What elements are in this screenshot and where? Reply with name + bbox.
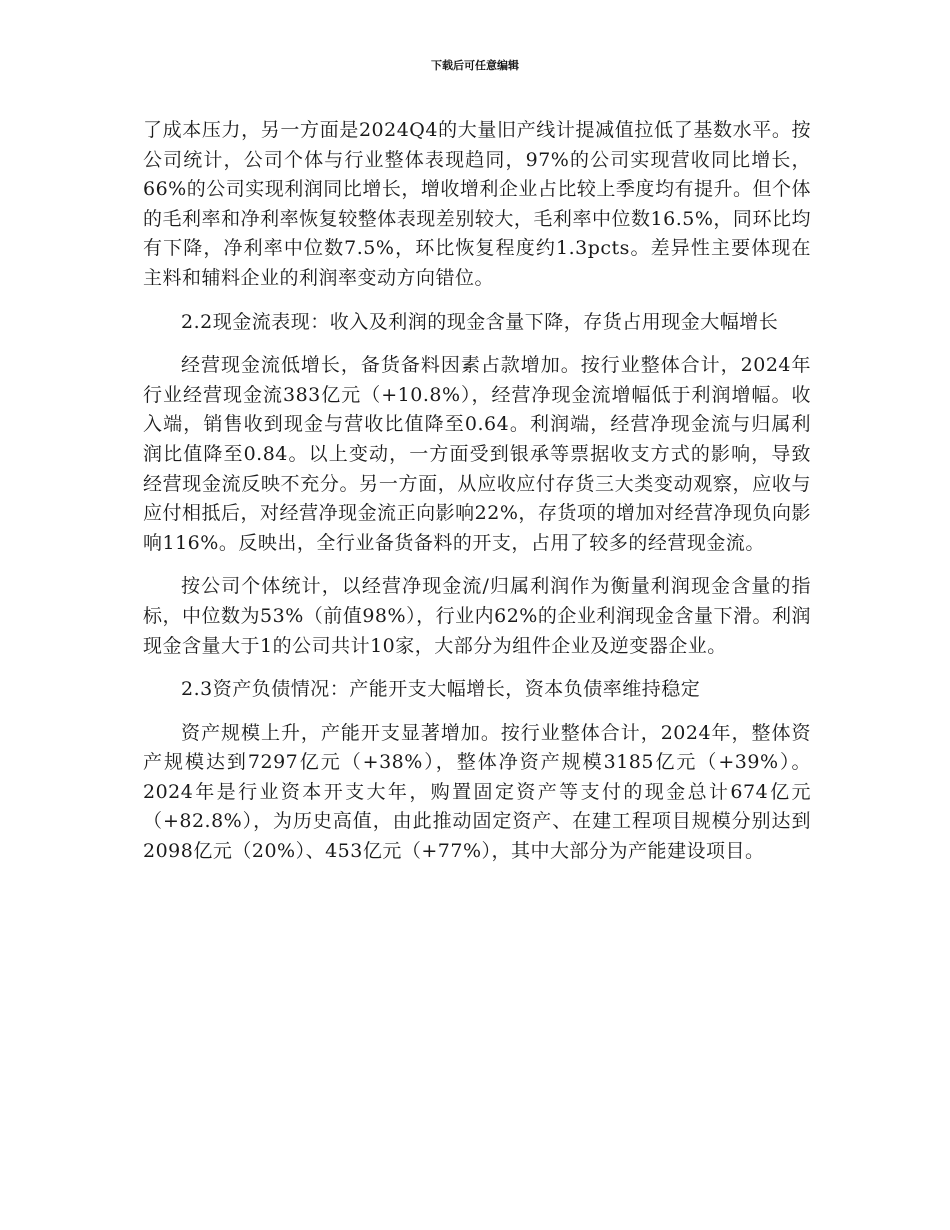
paragraph-profit-cash-content: 按公司个体统计，以经营净现金流/归属利润作为衡量利润现金含量的指标，中位数为53%（前值98%），行业内62%的企业利润现金含量下滑。利润现金含量大于1的公司共计10家，大部分为组件企业及逆变器企业。	[143, 575, 811, 657]
section-heading-assets-liabilities: 2.3资产负债情况：产能开支大幅增长，资本负债率维持稳定	[181, 678, 701, 701]
paragraph-asset-scale: 资产规模上升，产能开支显著增加。按行业整体合计，2024年，整体资产规模达到7297亿元（+38%），整体净资产规模3185亿元（+39%）。2024年是行业资本开支大年，购置固定资产等支付的现金总计674亿元（+82.8%），为历史高值，由此推动固定资产、在建工程项目规模分别达到2098亿元（20%）、453亿元（+77%），其中大部分为产能建设项目。	[143, 721, 811, 863]
paragraph-profit-analysis: 了成本压力，另一方面是2024Q4的大量旧产线计提减值拉低了基数水平。按公司统计，公司个体与行业整体表现趋同，97%的公司实现营收同比增长，66%的公司实现利润同比增长，增收增利企业占比较上季度均有提升。但个体的毛利率和净利率恢复较整体表现差别较大，毛利率中位数16.5%，同环比均有下降，净利率中位数7.5%，环比恢复程度约1.3pcts。差异性主要体现在主料和辅料企业的利润率变动方向错位。	[143, 119, 811, 289]
section-heading-cash-flow: 2.2现金流表现：收入及利润的现金含量下降，存货占用现金大幅增长	[181, 310, 779, 333]
page-header: 下载后可任意编辑	[431, 59, 519, 72]
document-body	[143, 116, 811, 881]
paragraph-operating-cash-flow: 经营现金流低增长，备货备料因素占款增加。按行业整体合计，2024年行业经营现金流383亿元（+10.8%），经营净现金流增幅低于利润增幅。收入端，销售收到现金与营收比值降至0.64。利润端，经营净现金流与归属利润比值降至0.84。以上变动，一方面受到银承等票据收支方式的影响，导致经营现金流反映不充分。另一方面，从应收应付存货三大类变动观察，应收与应付相抵后，对经营净现金流正向影响22%，存货项的增加对经营净现负向影响116%。反映出，全行业备货备料的开支，占用了较多的经营现金流。	[143, 354, 811, 554]
